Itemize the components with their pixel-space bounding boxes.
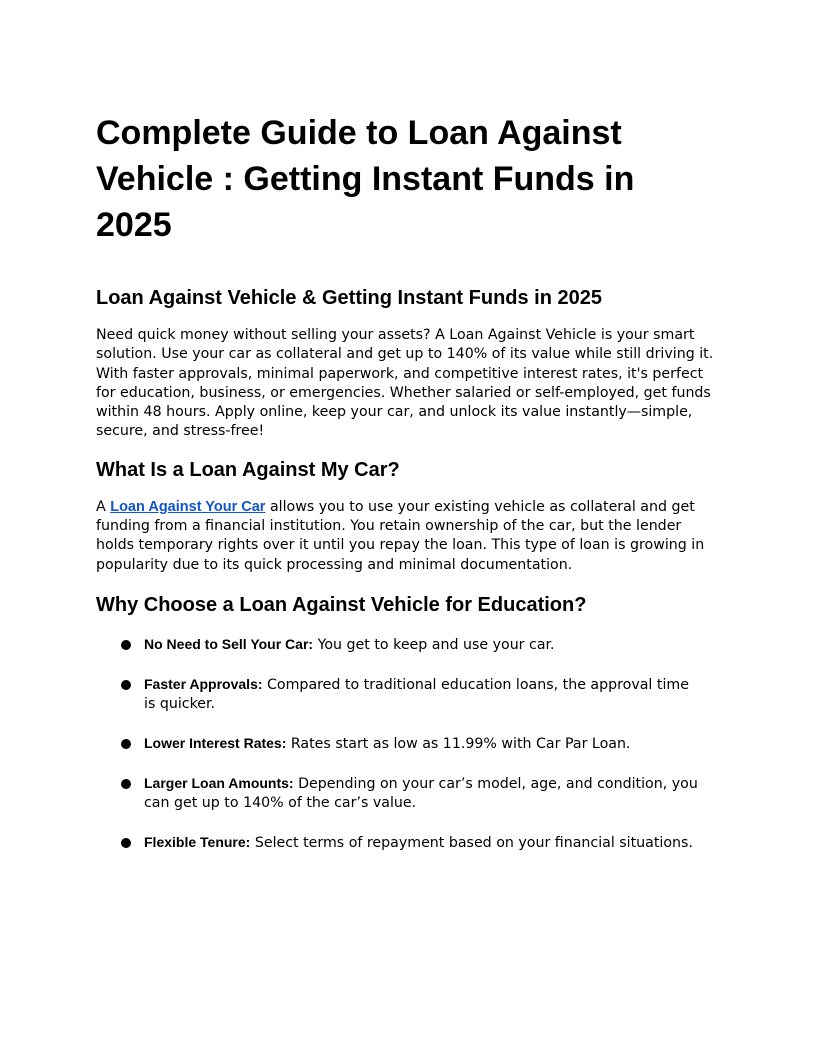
- page-title: Complete Guide to Loan Against Vehicle : Getting Instant Funds in 2025: [96, 114, 635, 244]
- list-item: [120, 833, 704, 853]
- bullet-icon: [121, 680, 131, 690]
- list-item-term: Faster Approvals:: [144, 675, 263, 692]
- bullet-icon: [121, 838, 131, 848]
- bullet-icon: [121, 779, 131, 789]
- list-item: [120, 635, 704, 655]
- bullet-icon: [121, 739, 131, 749]
- benefits-list: [96, 635, 720, 853]
- what-is-paragraph-rest: allows you to use your existing vehicle as collateral and get funding from a financial institution. You retain ownership of the car, but the lender holds temporary rights over it until you repay the loan. This type of loan is growing in popularity due to its quick processing and minimal documentation.: [96, 498, 705, 573]
- section-heading-what-is: What Is a Loan Against My Car?: [96, 458, 400, 481]
- section-heading-intro: Loan Against Vehicle & Getting Instant Funds in 2025: [96, 287, 603, 309]
- list-item: [120, 675, 704, 714]
- intro-paragraph: Need quick money without selling your assets? A Loan Against Vehicle is your smart solution. Use your car as collateral and get up to 140% of its value while still driving it. With faster approvals, minimal paperwork, and competitive interest rates, it's perfect for education, business, or emergencies. Whether salaried or self-employed, get funds within 48 hours. Apply online, keep your car, and unlock its value instantly—simple, secure, and stress-free!: [96, 327, 714, 440]
- bullet-icon: [121, 640, 131, 650]
- list-item-text: Compared to traditional education loans, the approval time is quicker.: [144, 676, 689, 712]
- what-is-paragraph: [96, 498, 720, 575]
- list-item-term: No Need to Sell Your Car:: [144, 635, 314, 652]
- section-heading-why-choose: Why Choose a Loan Against Vehicle for Education?: [96, 593, 587, 616]
- list-item-text: You get to keep and use your car.: [313, 636, 555, 653]
- list-item-term: Flexible Tenure:: [144, 833, 251, 850]
- list-item-text: Depending on your car’s model, age, and condition, you can get up to 140% of the car’s value.: [144, 775, 698, 811]
- list-item-text: Select terms of repayment based on your financial situations.: [250, 834, 693, 851]
- list-item-term: Lower Interest Rates:: [144, 734, 287, 751]
- list-item-term: Larger Loan Amounts:: [144, 774, 294, 791]
- list-item: [120, 774, 704, 813]
- loan-against-your-car-link[interactable]: Loan Against Your Car: [110, 498, 266, 515]
- list-item: [120, 734, 704, 754]
- list-item-text: Rates start as low as 11.99% with Car Par Loan.: [286, 735, 631, 752]
- what-is-prefix: A: [96, 498, 111, 515]
- document-page: [96, 110, 720, 873]
